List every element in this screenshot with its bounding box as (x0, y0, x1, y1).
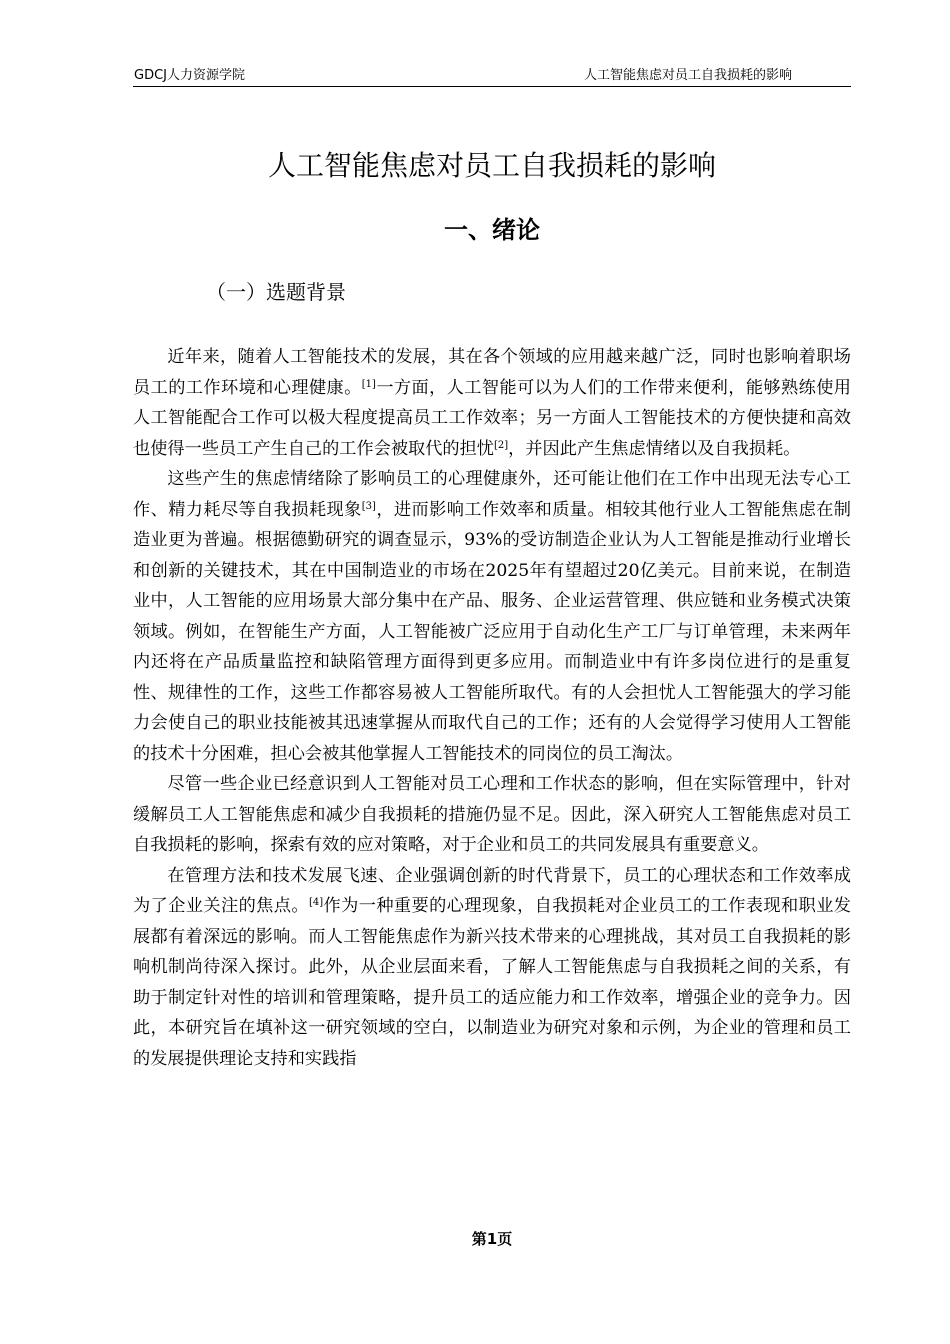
paper-title: 人工智能焦虑对员工自我损耗的影响 (267, 149, 716, 182)
paragraph (133, 464, 851, 769)
paragraph (133, 342, 851, 464)
citation-marker: [3] (361, 500, 376, 512)
paragraph-text: ，并因此产生焦虑情绪以及自我损耗。 (508, 438, 801, 459)
paragraph (133, 861, 851, 1075)
section-heading: 一、绪论 (444, 216, 540, 244)
paragraph-text: ，进而影响工作效率和质量。相较其他行业人工智能焦虑在制造业更为普遍。根据德勤研究的调查显示，93%的受访制造企业认为人工智能是推动行业增长和创新的关键技术，其在中国制造业的市场在2025年有望超过20亿美元。目前来说，在制造业中，人工智能的应用场景大部分集中在产品、服务、企业运营管理、供应链和业务模式决策领域。例如，在智能生产方面，人工智能被广泛应用于自动化生产工厂与订单管理，未来两年内还将在产品质量监控和缺陷管理方面得到更多应用。而制造业中有许多岗位进行的是重复性、规律性的工作，这些工作都容易被人工智能所取代。有的人会担忧人工智能强大的学习能力会使自己的职业技能被其迅速掌握从而取代自己的工作；还有的人会觉得学习使用人工智能的技术十分困难，担心会被其他掌握人工智能技术的同岗位的员工淘汰。 (133, 499, 851, 764)
body-text (133, 342, 851, 1074)
paragraph-text: 近年来，随着人工智能技术的发展，其在各个领域的应用越来越广泛，同时也影响着职场员工的工作环境和心理健康。 (133, 347, 851, 398)
header-divider (133, 86, 851, 87)
paragraph-text: 这些产生的焦虑情绪除了影响员工的心理健康外，还可能让他们在工作中出现无法专心工作、精力耗尽等自我损耗现象 (133, 469, 851, 520)
citation-marker: [4] (308, 897, 324, 908)
paragraph-text: 一方面，人工智能可以为人们的工作带来便利，能够熟练使用人工智能配合工作可以极大程度提高员工工作效率；另一方面人工智能技术的方便快捷和高效也使得一些员工产生自己的工作会被取代的担忧 (133, 377, 851, 459)
subsection-heading: （一）选题背景 (206, 280, 346, 304)
citation-marker: [2] (493, 439, 509, 451)
paragraph-text: 作为一种重要的心理现象，自我损耗对企业员工的工作表现和职业发展都有着深远的影响。而人工智能焦虑作为新兴技术带来的心理挑战，其对员工自我损耗的影响机制尚待深入探讨。此外，从企业层面来看，了解人工智能焦虑与自我损耗之间的关系，有助于制定针对性的培训和管理策略，提升员工的适应能力和工作效率，增强企业的竞争力。因此，本研究旨在填补这一研究领域的空白，以制造业为研究对象和示例，为企业的管理和员工的发展提供理论支持和实践指 (133, 896, 851, 1069)
paragraph-text: 尽管一些企业已经意识到人工智能对员工心理和工作状态的影响，但在实际管理中，针对缓解员工人工智能焦虑和减少自我损耗的措施仍显不足。因此，深入研究人工智能焦虑对员工自我损耗的影响，探索有效的应对策略，对于企业和员工的共同发展具有重要意义。 (133, 774, 851, 855)
running-header-left: GDCJ人力资源学院 (134, 68, 245, 83)
citation-marker: [1] (361, 378, 376, 390)
paragraph-text: 在管理方法和技术发展飞速、企业强调创新的时代背景下，员工的心理状态和工作效率成为了企业关注的焦点。 (133, 865, 851, 916)
paragraph (133, 769, 851, 861)
page-number: 第1页 (471, 1230, 513, 1248)
running-header-right: 人工智能焦虑对员工自我损耗的影响 (583, 68, 792, 83)
